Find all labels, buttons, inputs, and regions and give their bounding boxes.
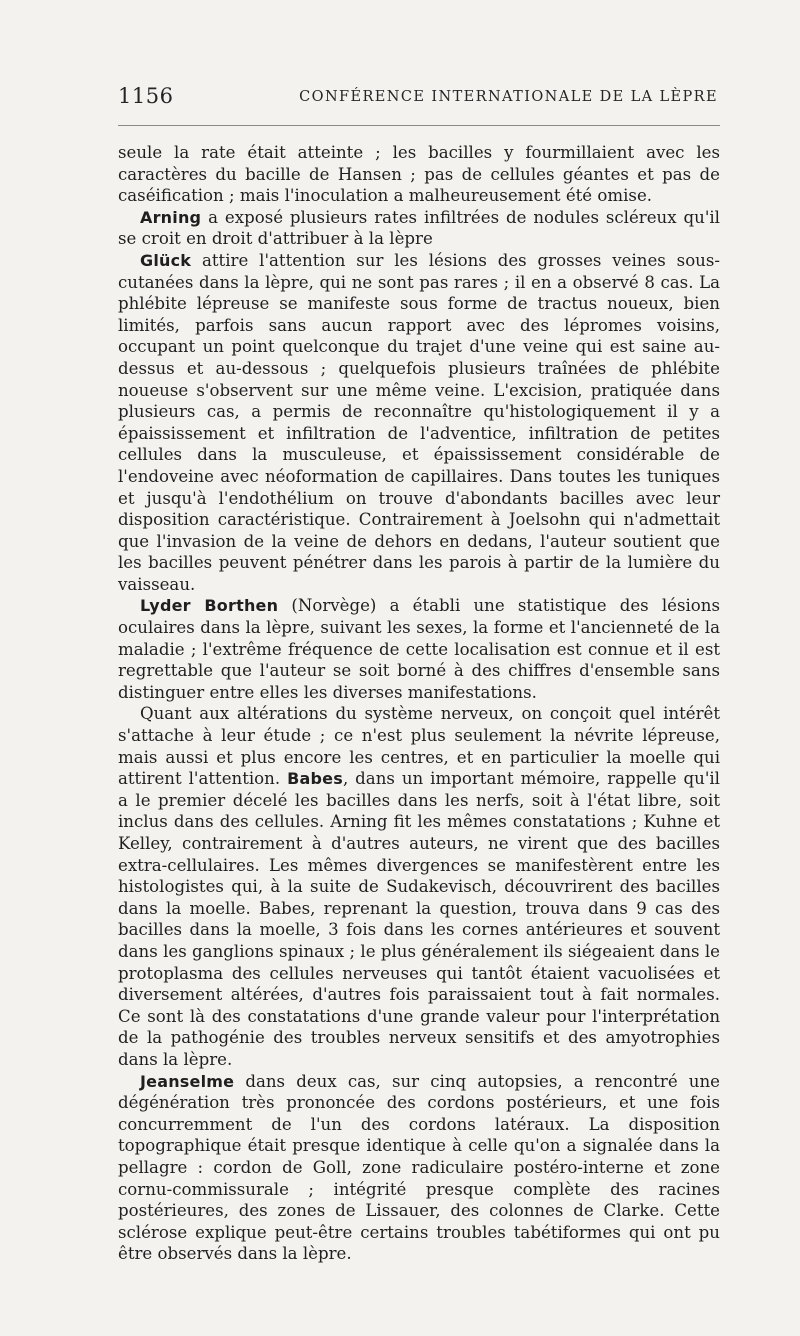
paragraph-text: (Norvège) a établi une statistique des lésions oculaires dans la lèpre, suivant les sexes, la forme et l'ancienneté de la maladie ; l'extrême fréquence de cette localisation est connue et il est regrettable que l'auteur se soit borné à des chiffres d'ensemble sans distinguer entre elles les diverses manifestations.	[118, 596, 721, 702]
paragraph-text: seule la rate était atteinte ; les bacilles y fourmillaient avec les caractères du bacille de Hansen ; pas de cellules géantes et pas de caséification ; mais l'inoculation a malheureusement été omise.	[118, 143, 720, 206]
page-number: 1156	[118, 84, 174, 108]
author-name-babes: Babes	[287, 769, 343, 789]
paragraph-text: attire l'attention sur les lésions des grosses veines sous-cutanées dans la lèpre, qui ne sont pas rares ; il en a observé 8 cas. La phlébite lépreuse se manifeste sous forme de tractus noueux, bien limités, parfois sans aucun rapport avec des lépromes voisins, occupant un point quelconque du trajet d'une veine qui est saine au-dessus et au-dessous ; quelquefois plusieurs traînées de phlébite noueuse s'observent sur une même veine. L'excision, pratiquée dans plusieurs cas, a permis de reconnaître qu'histologiquement il y a épaississement et infiltration de l'adventice, infiltration de petites cellules dans la musculeuse, et épaississement considérable de l'endoveine avec néoformation de capillaires. Dans toutes les tuniques et jusqu'à l'endothélium on trouve d'abondants bacilles avec leur disposition caractéristique. Contrairement à Joelsohn qui n'admettait que l'invasion de la veine de dehors en dedans, l'auteur soutient que les bacilles peuvent pénétrer dans les parois à partir de la lumière du vaisseau.	[118, 250, 720, 594]
author-name-gluck: Glück	[140, 250, 192, 270]
paragraph-text: a exposé plusieurs rates infiltrées de nodules scléreux qu'il se croit en droit d'attribuer à la lèpre	[118, 207, 720, 249]
paragraph-text: dans deux cas, sur cinq autopsies, a rencontré une dégénération très prononcée des cordons postérieurs, et une fois concurremment de l'un des cordons latéraux. La disposition topographique était presque identique à celle qu'on a signalée dans la pellagre : cordon de Goll, zone radiculaire postéro-interne et zone cornu-commissurale ; intégrité presque complète des racines postérieures, des zones de Lissauer, des colonnes de Clarke. Cette sclérose explique peut-être certains troubles tabétiformes qui ont pu être observés dans la lèpre.	[118, 1071, 720, 1264]
running-title: CONFÉRENCE INTERNATIONALE DE LA LÈPRE	[299, 89, 718, 105]
paragraph-text: , dans un important mémoire, rappelle qu'il a le premier décelé les bacilles dans les nerfs, soit à l'état libre, soit inclus dans des cellules. Arning fit les mêmes constatations ; Kuhne et Kelley, contrairement à d'autres auteurs, ne virent que des bacilles extra-cellulaires. Les mêmes divergences se manifestèrent entre les histologistes qui, à la suite de Sudakevisch, découvrirent des bacilles dans la moelle. Babes, reprenant la question, trouva dans 9 cas des bacilles dans la moelle, 3 fois dans les cornes antérieures et souvent dans les ganglions spinaux ; le plus généralement ils siégeaient dans le protoplasma des cellules nerveuses qui tantôt étaient vacuolisées et diversement altérées, d'autres fois paraissaient tout à fait normales. Ce sont là des constatations d'une grande valeur pour l'interprétation de la pathogénie des troubles nerveux sensitifs et des amyotrophies dans la lèpre.	[118, 769, 720, 1069]
author-name-jeanselme: Jeanselme	[140, 1071, 235, 1091]
header-rule	[118, 125, 720, 126]
paragraph-arning	[118, 207, 720, 250]
main-text	[118, 142, 720, 1265]
paragraph-lyder-borthen	[118, 595, 720, 703]
paragraph-rate-continuation	[118, 142, 720, 207]
author-name-lyder-borthen: Lyder Borthen	[140, 596, 279, 616]
paragraph-nervous-system	[118, 703, 720, 1070]
paragraph-jeanselme	[118, 1071, 720, 1265]
author-name-arning: Arning	[140, 207, 202, 227]
running-head	[118, 84, 718, 112]
paragraph-gluck	[118, 250, 720, 596]
paragraph-lead-text: Quant aux altérations du système nerveux, on conçoit quel intérêt s'attache à leur étude ; ce n'est plus seulement la névrite lépreuse, mais aussi et plus encore les centres, et en particulier la moelle qui attirent l'attention.	[118, 704, 720, 789]
